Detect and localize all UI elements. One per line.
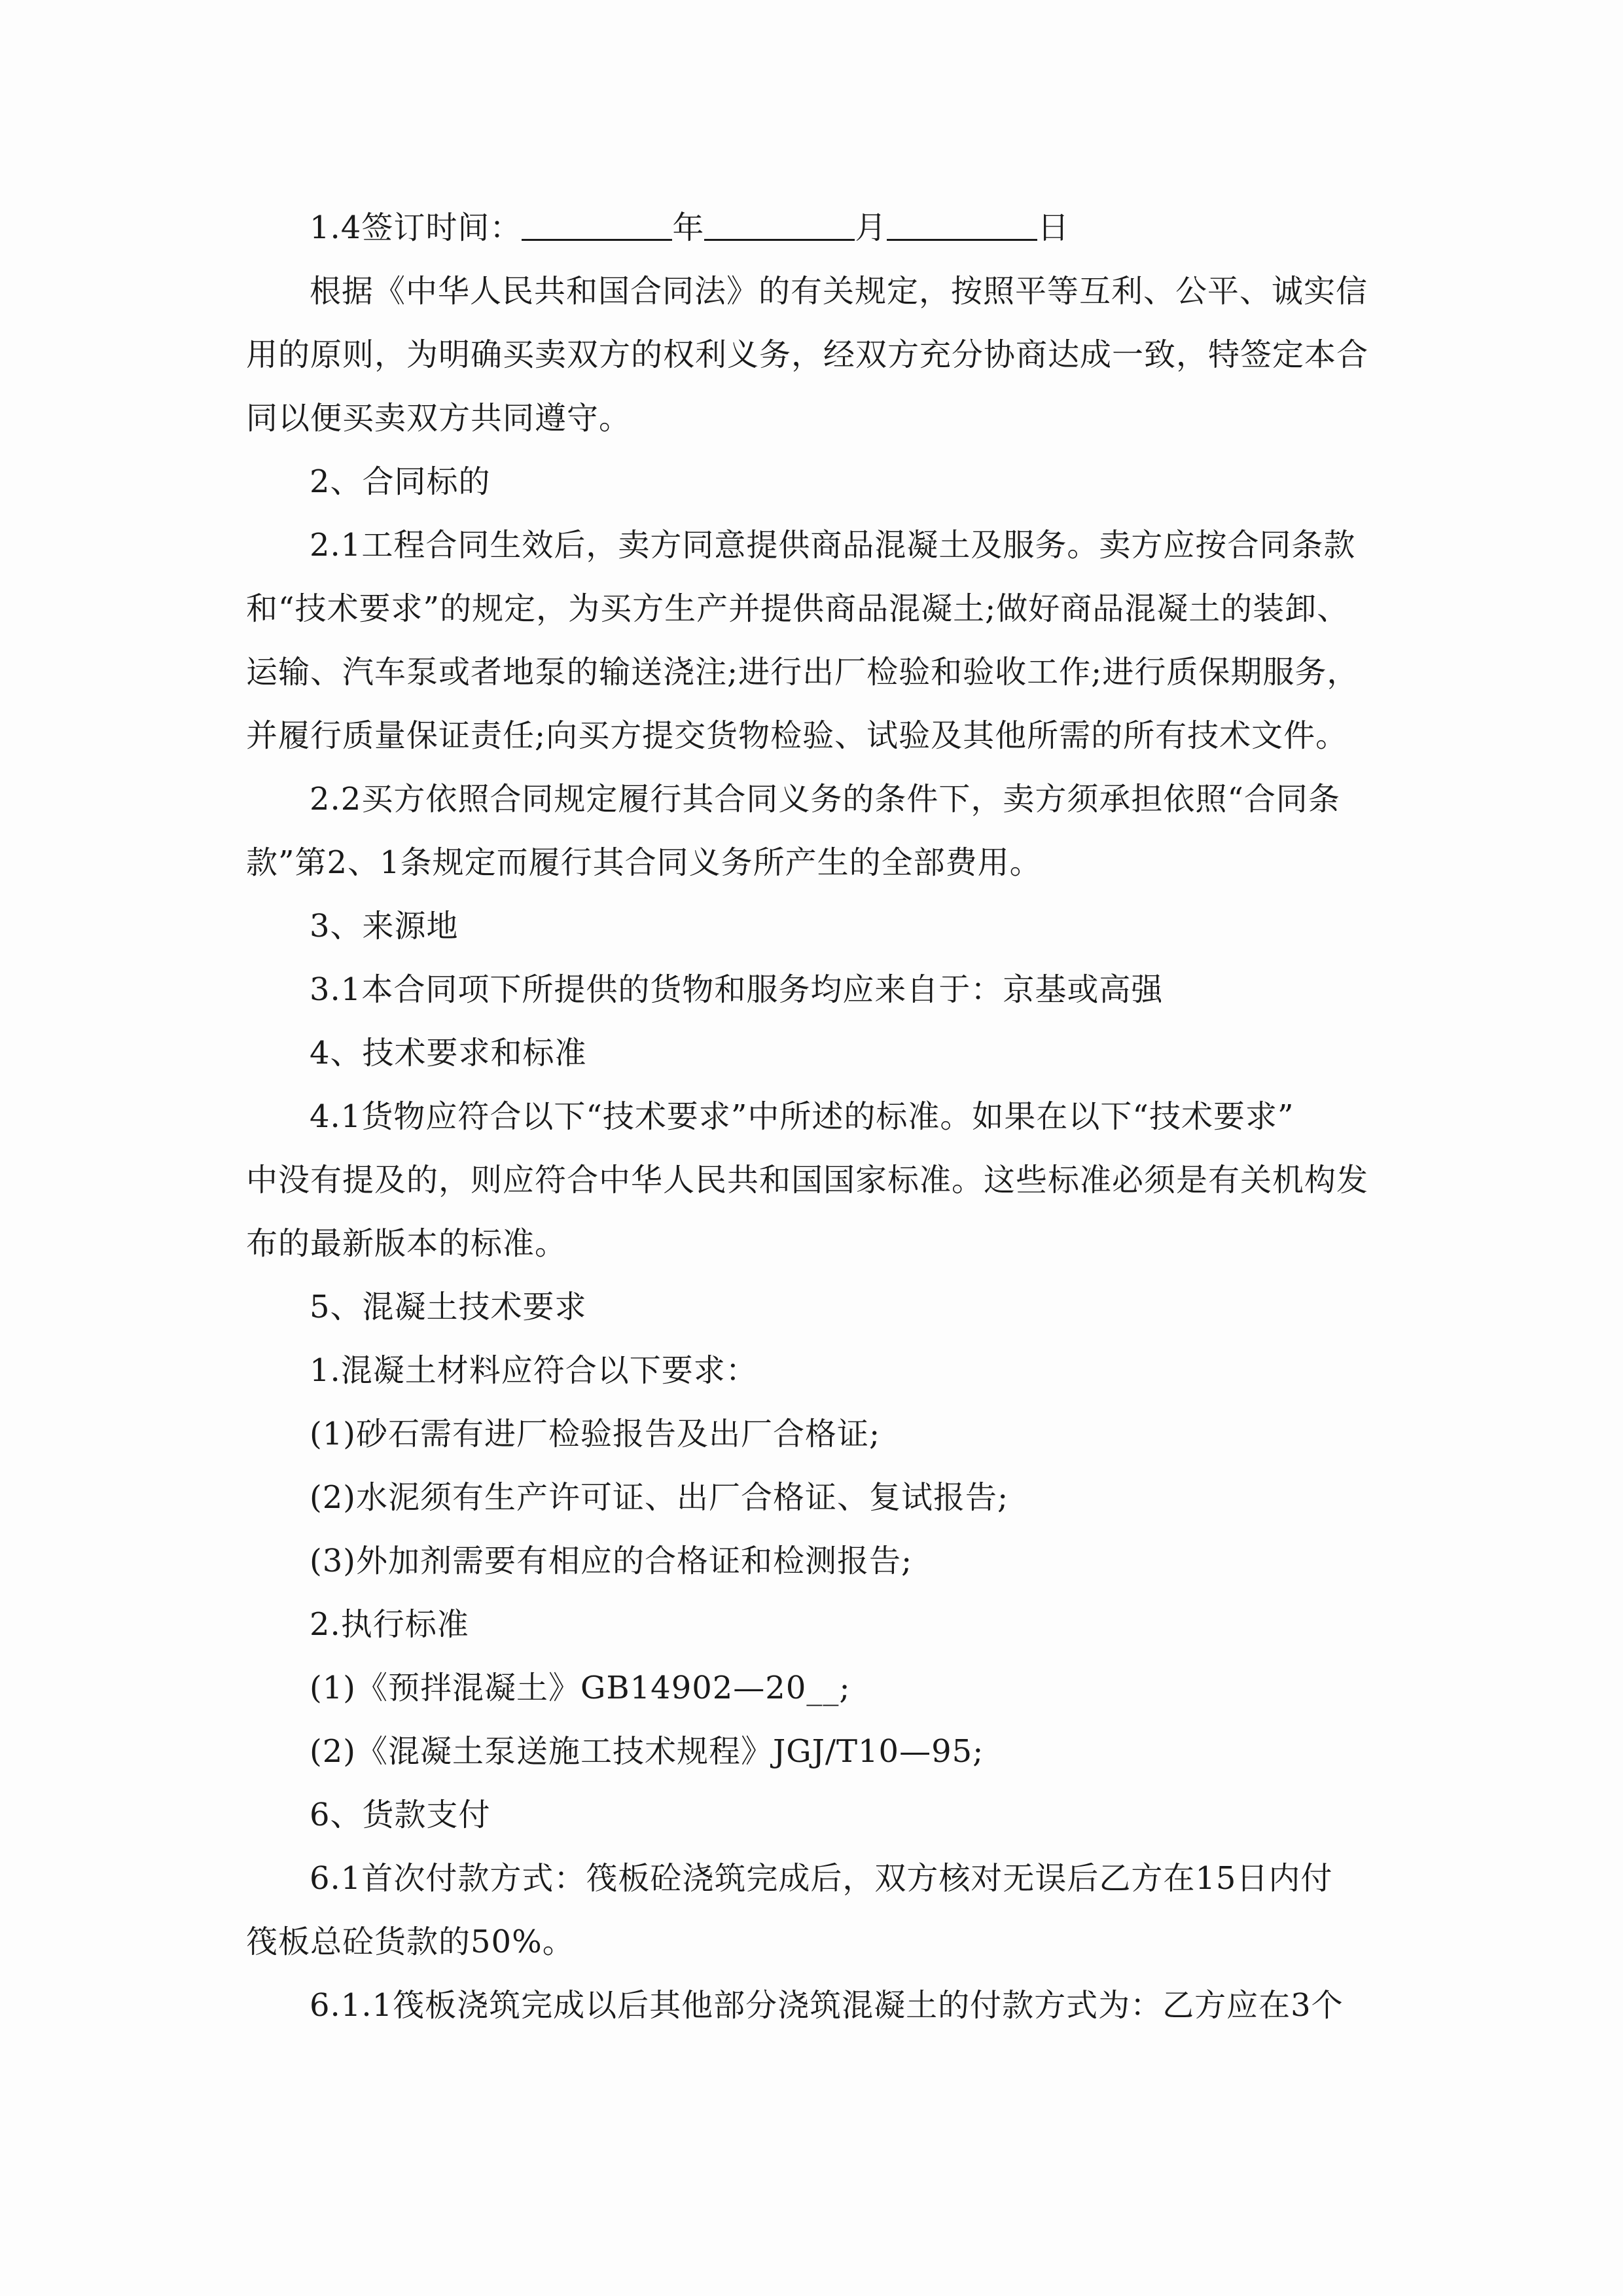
paragraph-line: 筏板总砼货款的50%。	[246, 1924, 575, 1960]
month-blank	[704, 213, 855, 241]
paragraph-line: 6.1.1筏板浇筑完成以后其他部分浇筑混凝土的付款方式为：乙方应在3个	[310, 1987, 1344, 2024]
day-label: 日	[1037, 209, 1070, 246]
paragraph-line: 2.1工程合同生效后，卖方同意提供商品混凝土及服务。卖方应按合同条款	[310, 527, 1356, 564]
list-item: (2)《混凝土泵送施工技术规程》JGJ/T10—95;	[310, 1733, 984, 1770]
year-label: 年	[672, 209, 705, 246]
paragraph-line: 6.1首次付款方式：筏板砼浇筑完成后，双方核对无误后乙方在15日内付	[310, 1860, 1333, 1897]
paragraph-line: 2.2买方依照合同规定履行其合同义务的条件下，卖方须承担依照“合同条	[310, 781, 1340, 817]
section-heading: 6、货款支付	[310, 1797, 491, 1833]
paragraph-line: 中没有提及的，则应符合中华人民共和国国家标准。这些标准必须是有关机构发	[246, 1162, 1369, 1198]
list-item: 2.执行标准	[310, 1606, 469, 1643]
paragraph-line: 同以便买卖双方共同遵守。	[246, 400, 632, 437]
paragraph-line: 运输、汽车泵或者地泵的输送浇注;进行出厂检验和验收工作;进行质保期服务，	[246, 654, 1359, 691]
signing-date-line	[246, 196, 1385, 260]
year-blank	[522, 213, 672, 241]
section-heading: 5、混凝土技术要求	[310, 1289, 587, 1325]
paragraph-line: 布的最新版本的标准。	[246, 1225, 567, 1262]
paragraph-line: 3.1本合同项下所提供的货物和服务均应来自于：京基或高强	[310, 971, 1164, 1008]
list-item: (1)砂石需有进厂检验报告及出厂合格证;	[310, 1416, 881, 1452]
paragraph-line: 4.1货物应符合以下“技术要求”中所述的标准。如果在以下“技术要求”	[310, 1098, 1294, 1135]
section-heading: 2、合同标的	[310, 463, 491, 500]
day-blank	[887, 213, 1037, 241]
signing-date-label: 1.4签订时间：	[310, 209, 522, 246]
list-item: (2)水泥须有生产许可证、出厂合格证、复试报告;	[310, 1479, 1009, 1516]
paragraph-line: 用的原则，为明确买卖双方的权利义务，经双方充分协商达成一致，特签定本合	[246, 336, 1369, 373]
section-heading: 3、来源地	[310, 908, 459, 944]
paragraph-line: 根据《中华人民共和国合同法》的有关规定，按照平等互利、公平、诚实信	[310, 273, 1368, 310]
list-item: 1.混凝土材料应符合以下要求：	[310, 1352, 758, 1389]
document-body	[246, 196, 1385, 2037]
section-heading: 4、技术要求和标准	[310, 1035, 587, 1071]
paragraph-line: 和“技术要求”的规定，为买方生产并提供商品混凝土;做好商品混凝土的装卸、	[246, 590, 1349, 627]
paragraph-line: 款”第2、1条规定而履行其合同义务所产生的全部费用。	[246, 844, 1042, 881]
list-item: (1)《预拌混凝土》GB14902—20__;	[310, 1670, 851, 1706]
list-item: (3)外加剂需要有相应的合格证和检测报告;	[310, 1543, 913, 1579]
month-label: 月	[855, 209, 887, 246]
paragraph-line: 并履行质量保证责任;向买方提交货物检验、试验及其他所需的所有技术文件。	[246, 717, 1348, 754]
